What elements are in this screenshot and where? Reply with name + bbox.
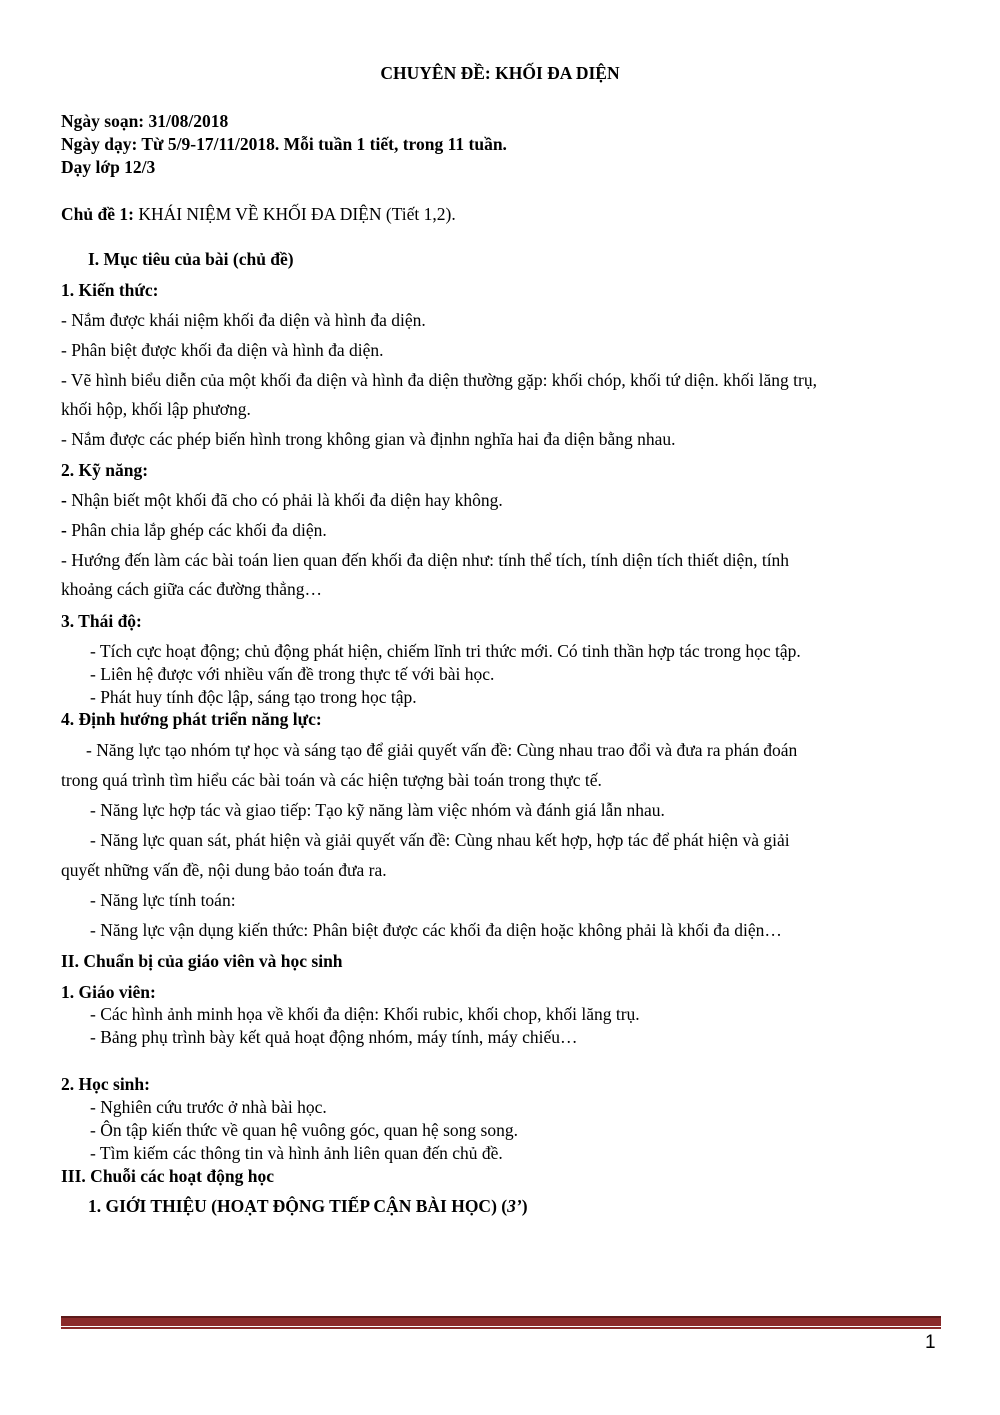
preparation-heading: II. Chuẩn bị của giáo viên và học sinh: [61, 951, 343, 971]
teacher-heading: 1. Giáo viên:: [61, 982, 156, 1002]
page-number: 1: [925, 1332, 936, 1353]
knowledge-line: - Nắm được các phép biến hình trong không gian và địnhn nghĩa hai đa diện bằng nhau.: [61, 429, 676, 449]
teach-date: Ngày dạy: Từ 5/9-17/11/2018. Mỗi tuần 1 tiết, trong 11 tuần.: [61, 134, 507, 154]
student-line: - Ôn tập kiến thức về quan hệ vuông góc, quan hệ song song.: [90, 1120, 518, 1140]
skills-line: khoảng cách giữa các đường thẳng…: [61, 579, 322, 599]
skills-line: - Nhận biết một khối đã cho có phải là khối đa diện hay không.: [61, 490, 503, 510]
competency-line: quyết những vấn đề, nội dung bảo toán đưa ra.: [61, 860, 387, 880]
competency-heading: 4. Định hướng phát triển năng lực:: [61, 709, 322, 729]
attitude-line: - Tích cực hoạt động; chủ động phát hiện, chiếm lĩnh tri thức mới. Có tinh thần hợp tác trong học tập.: [90, 641, 801, 661]
duration: 3’: [507, 1196, 522, 1216]
student-heading: 2. Học sinh:: [61, 1074, 150, 1094]
topic-name: KHÁI NIỆM VỀ KHỐI ĐA DIỆN (Tiết 1,2).: [138, 204, 456, 224]
skills-line: - Hướng đến làm các bài toán lien quan đến khối đa diện như: tính thể tích, tính diện tích thiết diện, tính: [61, 550, 790, 570]
activities-heading: III. Chuỗi các hoạt động học: [61, 1166, 274, 1186]
knowledge-heading: 1. Kiến thức:: [61, 280, 159, 300]
class-info: Dạy lớp 12/3: [61, 157, 156, 177]
objectives-heading: I. Mục tiêu của bài (chủ đề): [88, 249, 294, 269]
skills-line: - Phân chia lắp ghép các khối đa diện.: [61, 520, 327, 540]
footer-rule-thin: [61, 1327, 941, 1329]
knowledge-line: - Nắm được khái niệm khối đa diện và hình đa diện.: [61, 310, 426, 330]
skills-heading: 2. Kỹ năng:: [61, 460, 149, 480]
competency-line: trong quá trình tìm hiểu các bài toán và các hiện tượng bài toán trong thực tế.: [61, 770, 602, 790]
student-line: - Nghiên cứu trước ở nhà bài học.: [90, 1097, 327, 1117]
document-title: CHUYÊN ĐỀ: KHỐI ĐA DIỆN: [380, 63, 620, 83]
teacher-line: - Bảng phụ trình bày kết quả hoạt động nhóm, máy tính, máy chiếu…: [90, 1027, 578, 1047]
competency-line: - Năng lực vận dụng kiến thức: Phân biệt được các khối đa diện hoặc không phải là khối đa diện…: [90, 920, 782, 940]
attitude-line: - Phát huy tính độc lập, sáng tạo trong học tập.: [90, 687, 417, 707]
attitude-heading: 3. Thái độ:: [61, 611, 142, 631]
competency-line: - Năng lực hợp tác và giao tiếp: Tạo kỹ năng làm việc nhóm và đánh giá lẫn nhau.: [90, 800, 665, 820]
knowledge-line: - Phân biệt được khối đa diện và hình đa diện.: [61, 340, 384, 360]
topic-heading: [61, 203, 456, 225]
attitude-line: - Liên hệ được với nhiều vấn đề trong thực tế với bài học.: [90, 664, 495, 684]
topic-label: Chủ đề 1:: [61, 204, 139, 224]
competency-line: - Năng lực tính toán:: [90, 890, 236, 910]
knowledge-line: khối hộp, khối lập phương.: [61, 399, 251, 419]
prep-date: Ngày soạn: 31/08/2018: [61, 111, 229, 131]
student-line: - Tìm kiếm các thông tin và hình ảnh liên quan đến chủ đề.: [90, 1143, 503, 1163]
teacher-line: - Các hình ảnh minh họa về khối đa diện: Khối rubic, khối chop, khối lăng trụ.: [90, 1004, 640, 1024]
knowledge-line: - Vẽ hình biểu diễn của một khối đa diện và hình đa diện thường gặp: khối chóp, khối tứ diện. khối lăng trụ,: [61, 370, 817, 390]
intro-activity-heading: 1. GIỚI THIỆU (HOẠT ĐỘNG TIẾP CẬN BÀI HỌC) (3’): [88, 1196, 528, 1216]
competency-line: - Năng lực tạo nhóm tự học và sáng tạo để giải quyết vấn đề: Cùng nhau trao đổi và đưa ra phán đoán: [86, 740, 798, 760]
footer-rule: [61, 1316, 941, 1326]
competency-line: - Năng lực quan sát, phát hiện và giải quyết vấn đề: Cùng nhau kết hợp, hợp tác để phát hiện và giải: [90, 830, 790, 850]
